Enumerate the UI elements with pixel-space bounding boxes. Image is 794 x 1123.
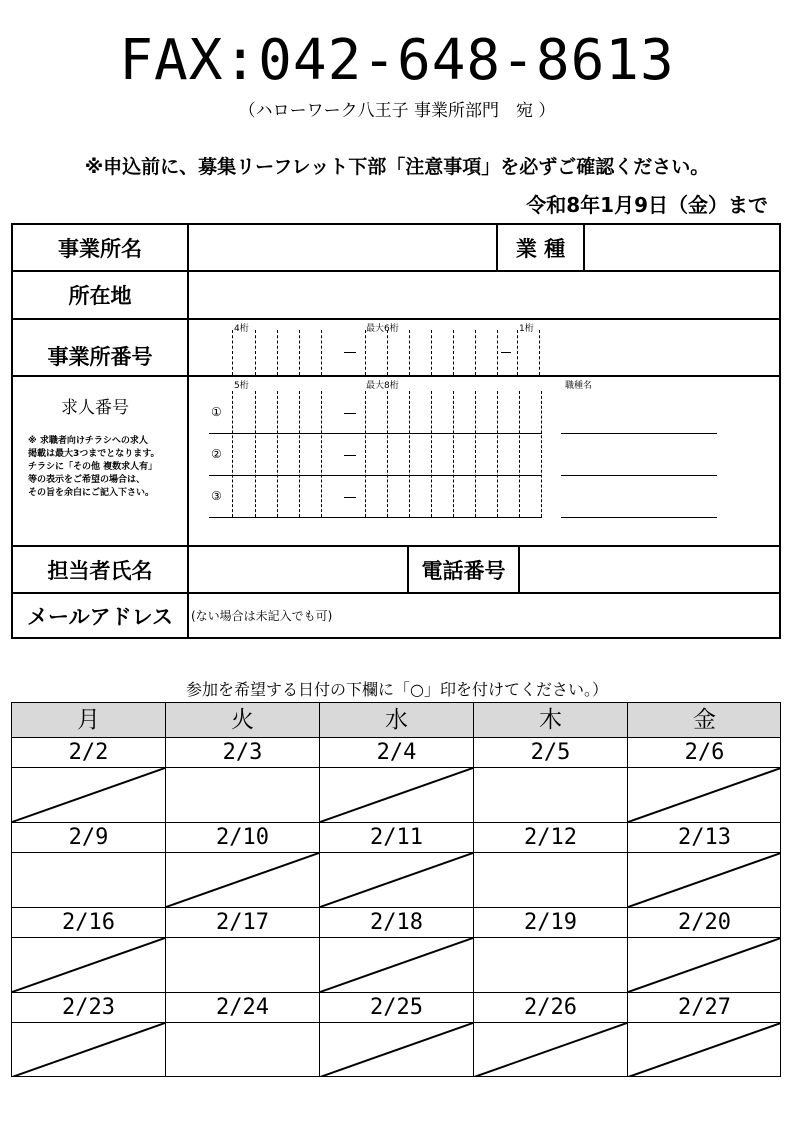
- job-title-line-3[interactable]: [561, 517, 717, 518]
- digits-max8-label: 最大8桁: [366, 381, 399, 391]
- unavailable-cell: [628, 938, 781, 992]
- calendar-table: [11, 702, 781, 1077]
- date-cell: 2/24: [216, 995, 269, 1020]
- office-number-field[interactable]: [189, 320, 779, 375]
- strike-line: [12, 1023, 165, 1077]
- weekday-tue: 火: [231, 707, 254, 733]
- date-cell: 2/16: [62, 910, 115, 935]
- email-note: (ない場合は未記入でも可): [191, 609, 333, 623]
- date-cell: 2/11: [370, 825, 423, 850]
- mark-cell[interactable]: [166, 768, 319, 822]
- strike-line: [474, 1023, 627, 1077]
- strike-line: [320, 938, 473, 992]
- date-cell: 2/13: [678, 825, 731, 850]
- strike-line: [628, 768, 781, 822]
- digits-4-label: 4桁: [234, 324, 249, 334]
- strike-line: [320, 853, 473, 907]
- date-cell: 2/26: [524, 995, 577, 1020]
- job-number-field[interactable]: [189, 377, 779, 545]
- date-cell: 2/4: [376, 740, 417, 765]
- company-name-label: 事業所名: [58, 236, 142, 261]
- strike-line: [628, 1023, 781, 1077]
- job-title-line-1[interactable]: [561, 433, 717, 434]
- email-field[interactable]: [189, 594, 779, 637]
- date-cell: 2/20: [678, 910, 731, 935]
- job-note: ※ 求職者向けチラシへの求人 掲載は最大3つまでとなります。 チラシに「その他 複数求人有」 等の表示をご希望の場合は、 その旨を余白にご記入下さい。: [28, 436, 160, 498]
- industry-label: 業 種: [515, 236, 566, 261]
- unavailable-cell: [12, 768, 165, 822]
- unavailable-cell: [628, 1023, 781, 1077]
- job-title-label: 職種名: [565, 381, 593, 391]
- strike-line: [12, 938, 165, 992]
- mark-cell[interactable]: [474, 768, 627, 822]
- date-cell: 2/19: [524, 910, 577, 935]
- circle-1: ①: [211, 405, 222, 419]
- date-cell: 2/25: [370, 995, 423, 1020]
- unavailable-cell: [320, 1023, 473, 1077]
- unavailable-cell: [628, 768, 781, 822]
- strike-line: [166, 853, 319, 907]
- weekday-fri: 金: [693, 707, 716, 733]
- strike-line: [628, 853, 781, 907]
- phone-label: 電話番号: [421, 558, 506, 583]
- unavailable-cell: [166, 853, 319, 907]
- weekday-wed: 水: [385, 707, 408, 733]
- notice-text: ※申込前に、募集リーフレット下部「注意事項」を必ずご確認ください。: [84, 156, 710, 178]
- digits-5-label: 5桁: [234, 381, 249, 391]
- mark-cell[interactable]: [12, 853, 165, 907]
- date-cell: 2/17: [216, 910, 269, 935]
- mark-cell[interactable]: [166, 1023, 319, 1077]
- strike-line: [628, 938, 781, 992]
- unavailable-cell: [12, 938, 165, 992]
- unavailable-cell: [12, 1023, 165, 1077]
- calendar-instruction: 参加を希望する日付の下欄に「○」印を付けてください。）: [186, 680, 608, 699]
- weekday-mon: 月: [77, 707, 100, 733]
- date-cell: 2/3: [222, 740, 263, 765]
- circle-3: ③: [211, 489, 222, 503]
- digits-1-label: 1桁: [519, 324, 534, 334]
- date-cell: 2/5: [530, 740, 571, 765]
- date-cell: 2/9: [68, 825, 109, 850]
- circle-2: ②: [211, 447, 222, 461]
- email-label: メールアドレス: [27, 604, 173, 629]
- unavailable-cell: [320, 853, 473, 907]
- application-form: [11, 223, 781, 639]
- mark-cell[interactable]: [166, 938, 319, 992]
- unavailable-cell: [474, 1023, 627, 1077]
- address-label: 所在地: [68, 284, 132, 308]
- job-title-line-2[interactable]: [561, 475, 717, 476]
- company-name-field[interactable]: [189, 225, 496, 270]
- job-number-label: 求人番号: [61, 398, 129, 418]
- contact-name-field[interactable]: [189, 547, 407, 592]
- strike-line: [12, 768, 165, 822]
- mark-cell[interactable]: [474, 853, 627, 907]
- date-cell: 2/10: [216, 825, 269, 850]
- fax-number: FAX:042-648-8613: [119, 28, 675, 93]
- mark-cell[interactable]: [474, 938, 627, 992]
- office-number-label: 事業所番号: [47, 345, 153, 369]
- unavailable-cell: [320, 768, 473, 822]
- unavailable-cell: [628, 853, 781, 907]
- phone-field[interactable]: [520, 547, 779, 592]
- address-field[interactable]: [189, 272, 779, 318]
- digits-max6-label: 最大6桁: [366, 324, 399, 334]
- industry-field[interactable]: [585, 225, 779, 270]
- weekday-thu: 木: [539, 707, 562, 733]
- contact-name-label: 担当者氏名: [47, 558, 153, 583]
- strike-line: [320, 768, 473, 822]
- strike-line: [320, 1023, 473, 1077]
- date-cell: 2/6: [684, 740, 725, 765]
- deadline: 令和8年1月9日（金）まで: [526, 193, 768, 217]
- unavailable-cell: [320, 938, 473, 992]
- fax-recipient: （ハローワーク八王子 事業所部門 宛 ）: [238, 101, 556, 121]
- date-cell: 2/18: [370, 910, 423, 935]
- date-cell: 2/12: [524, 825, 577, 850]
- date-cell: 2/2: [68, 740, 109, 765]
- date-cell: 2/23: [62, 995, 115, 1020]
- date-cell: 2/27: [678, 995, 731, 1020]
